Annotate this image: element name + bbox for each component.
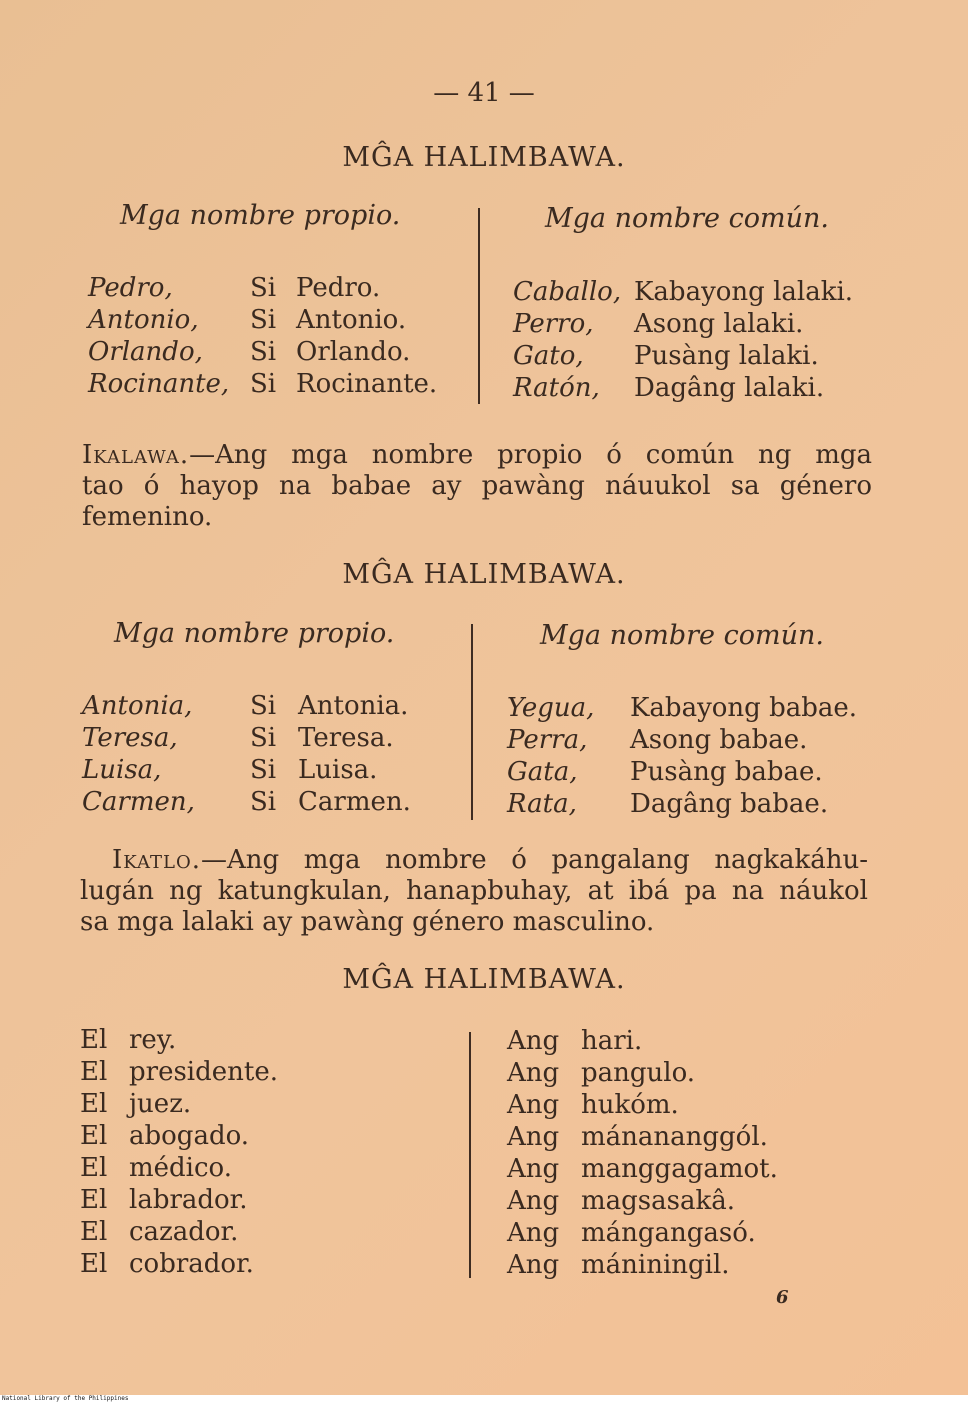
list-item: mángangasó. (581, 1218, 756, 1248)
list-item: Pusàng babae. (630, 757, 823, 787)
list-item: médico. (129, 1153, 233, 1183)
left-column-header-1: Mga nombre propio. (120, 200, 401, 231)
footer-credit-bar (0, 1395, 968, 1403)
footer-credit: National Library of the Philippines (2, 1395, 129, 1402)
right-list-2 (507, 692, 594, 820)
list-item: Ang (507, 1122, 560, 1152)
list-item: El (80, 1089, 108, 1119)
column-divider-2 (471, 624, 473, 820)
list-item: Rocinante, (88, 369, 230, 399)
list-item: Yegua, (507, 693, 595, 723)
list-item: Ang (507, 1186, 560, 1216)
list-item: Carmen, (82, 787, 195, 817)
list-item: Si (250, 755, 277, 785)
list-item: Antonio. (296, 305, 407, 335)
signature-mark: 6 (776, 1287, 789, 1308)
list-item: cazador. (129, 1217, 239, 1247)
list-item: hukóm. (581, 1090, 679, 1120)
paragraph-line: tao ó hayop na babae ay pawàng náuukol sa género (82, 471, 872, 501)
paragraph-line: sa mga lalaki ay pawàng género masculino. (80, 907, 655, 937)
list-item: Ang (507, 1090, 560, 1120)
left-list-1 (88, 272, 229, 400)
list-item: cobrador. (129, 1249, 254, 1279)
list-item: Asong lalaki. (634, 309, 804, 339)
list-item: Caballo, (513, 277, 622, 307)
list-item: Dagâng babae. (630, 789, 829, 819)
name-list-1 (296, 272, 437, 400)
list-item: Orlando. (296, 337, 411, 367)
meaning-list-2 (630, 692, 857, 820)
paragraph-label: Ikalawa. (82, 440, 190, 470)
paragraph-line: Ikalawa.—Ang mga nombre propio ó común ng mga (82, 440, 872, 470)
list-item: manggagamot. (581, 1154, 778, 1184)
list-item: Teresa. (298, 723, 394, 753)
paragraph-line: lugán ng katungkulan, hanapbuhay, at ibá pa na náukol (80, 876, 868, 906)
list-item: Gata, (507, 757, 578, 787)
list-item: Pusàng lalaki. (634, 341, 819, 371)
list-item: labrador. (129, 1185, 248, 1215)
list-item: abogado. (129, 1121, 250, 1151)
list-item: Gato, (513, 341, 584, 371)
list-item: hari. (581, 1026, 643, 1056)
name-list-2 (298, 690, 411, 818)
list-item: Dagâng lalaki. (634, 373, 825, 403)
list-item: Pedro, (88, 273, 173, 303)
list-item: Ang (507, 1026, 560, 1056)
left-list-2 (82, 690, 195, 818)
list-item: presidente. (129, 1057, 278, 1087)
column-divider-1 (478, 208, 480, 404)
list-item: Luisa. (298, 755, 378, 785)
list-item: Luisa, (82, 755, 162, 785)
right-column-header-2: Mga nombre común. (540, 620, 824, 651)
list-item: Asong babae. (630, 725, 808, 755)
list-item: El (80, 1249, 108, 1279)
list-item: juez. (129, 1089, 192, 1119)
paragraph-line: Ikatlo.—Ang mga nombre ó pangalang nagkakáhu- (80, 845, 868, 876)
si-list-2 (250, 690, 276, 818)
list-item: Si (250, 723, 277, 753)
list-item: Antonia, (82, 691, 193, 721)
list-item: El (80, 1153, 108, 1183)
list-item: Rocinante. (296, 369, 438, 399)
section-heading-3: MĜA HALIMBAWA. (342, 964, 626, 995)
list-item: Antonia. (298, 691, 409, 721)
list-item: rey. (129, 1025, 177, 1055)
list-item: mánananggól. (581, 1122, 768, 1152)
list-item: Ratón, (513, 373, 600, 403)
list-item: Perra, (507, 725, 588, 755)
list-item: Ang (507, 1154, 560, 1184)
right-list-1 (513, 276, 621, 404)
list-item: Si (250, 337, 277, 367)
meaning-list-1 (634, 276, 853, 404)
list-item: magsasakâ. (581, 1186, 736, 1216)
column-divider-3 (469, 1032, 471, 1278)
article-list-spanish (80, 1024, 107, 1280)
paragraph-line: femenino. (82, 502, 213, 532)
word-list-tagalog (581, 1025, 778, 1281)
paragraph-ikalawa (82, 440, 872, 533)
list-item: Si (250, 691, 277, 721)
list-item: pangulo. (581, 1058, 696, 1088)
article-list-tagalog (507, 1025, 559, 1281)
list-item: Kabayong babae. (630, 693, 858, 723)
section-heading-2: MĜA HALIMBAWA. (342, 559, 626, 590)
page-number: — 41 — (433, 78, 535, 108)
list-item: El (80, 1121, 108, 1151)
list-item: Si (250, 273, 277, 303)
list-item: Ang (507, 1250, 560, 1280)
list-item: Orlando, (88, 337, 203, 367)
list-item: mániningil. (581, 1250, 730, 1280)
paragraph-ikatlo (80, 845, 868, 938)
list-item: Carmen. (298, 787, 411, 817)
list-item: Si (250, 305, 277, 335)
list-item: Perro, (513, 309, 594, 339)
list-item: El (80, 1057, 108, 1087)
list-item: Si (250, 787, 277, 817)
list-item: Ang (507, 1218, 560, 1248)
list-item: Rata, (507, 789, 577, 819)
list-item: Ang (507, 1058, 560, 1088)
left-column-header-2: Mga nombre propio. (114, 618, 395, 649)
list-item: El (80, 1185, 108, 1215)
si-list-1 (250, 272, 276, 400)
list-item: Kabayong lalaki. (634, 277, 854, 307)
list-item: El (80, 1217, 108, 1247)
list-item: Pedro. (296, 273, 381, 303)
list-item: Si (250, 369, 277, 399)
list-item: Teresa, (82, 723, 178, 753)
list-item: El (80, 1025, 108, 1055)
section-heading-1: MĜA HALIMBAWA. (342, 142, 626, 173)
paragraph-label: Ikatlo. (112, 845, 201, 875)
right-column-header-1: Mga nombre común. (545, 203, 829, 234)
word-list-spanish (129, 1024, 278, 1280)
list-item: Antonio, (88, 305, 199, 335)
